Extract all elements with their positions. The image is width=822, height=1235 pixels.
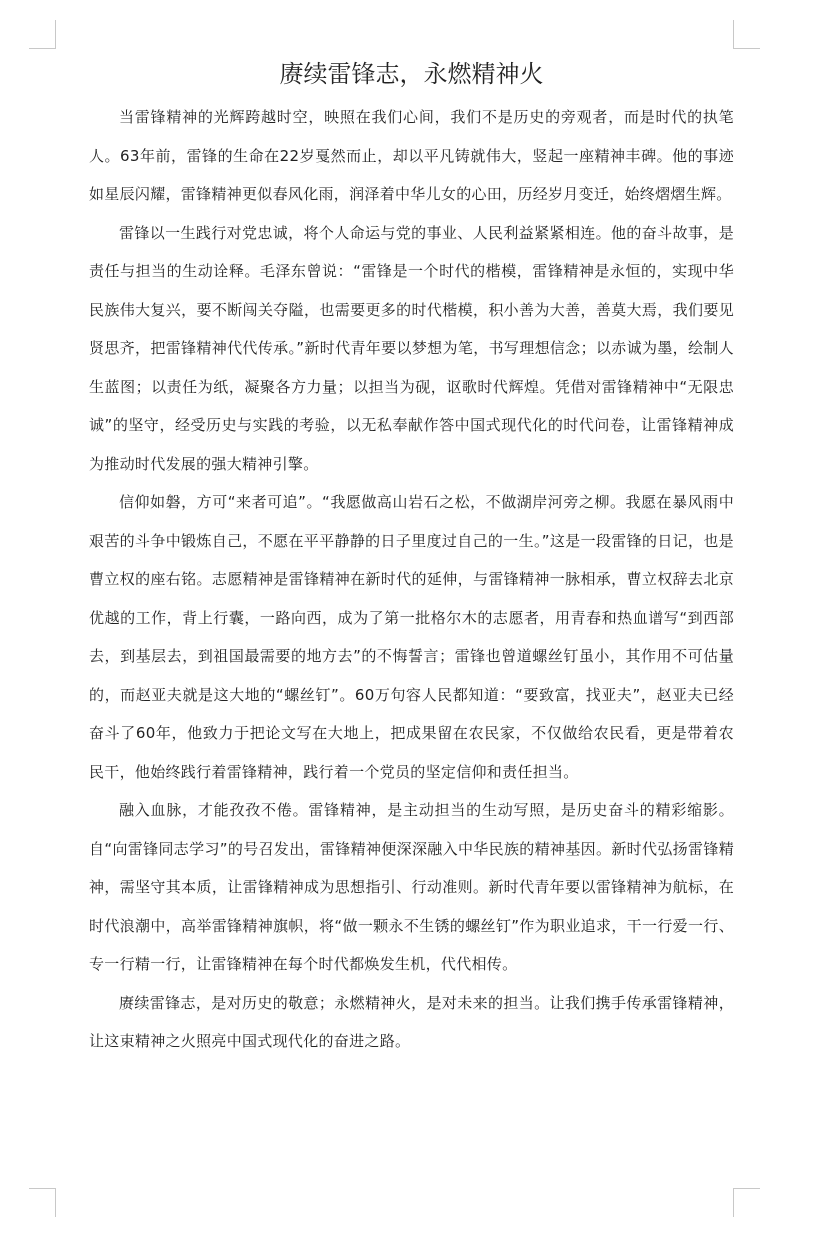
paragraph-1: 当雷锋精神的光辉跨越时空，映照在我们心间，我们不是历史的旁观者，而是时代的执笔人。63年前，雷锋的生命在22岁戛然而止，却以平凡铸就伟大，竖起一座精神丰碑。他的事迹如星辰闪耀，雷锋精神更似春风化雨，润泽着中华儿女的心田，历经岁月变迁，始终熠熠生辉。 [89, 108, 734, 203]
document-body[interactable] [89, 54, 734, 1061]
corner-mark-top-right [733, 20, 760, 49]
corner-mark-bottom-left [29, 1188, 56, 1217]
document-title: 赓续雷锋志，永燃精神火 [279, 60, 544, 88]
corner-mark-bottom-right [733, 1188, 760, 1217]
paragraph-4: 融入血脉，才能孜孜不倦。雷锋精神，是主动担当的生动写照，是历史奋斗的精彩缩影。自“向雷锋同志学习”的号召发出，雷锋精神便深深融入中华民族的精神基因。新时代弘扬雷锋精神，需坚守其本质，让雷锋精神成为思想指引、行动准则。新时代青年要以雷锋精神为航标，在时代浪潮中，高举雷锋精神旗帜，将“做一颗永不生锈的螺丝钉”作为职业追求，干一行爱一行、专一行精一行，让雷锋精神在每个时代都焕发生机，代代相传。 [89, 801, 734, 973]
paragraph-2: 雷锋以一生践行对党忠诚，将个人命运与党的事业、人民利益紧紧相连。他的奋斗故事，是责任与担当的生动诠释。毛泽东曾说：“雷锋是一个时代的楷模，雷锋精神是永恒的，实现中华民族伟大复兴，要不断闯关夺隘，也需要更多的时代楷模，积小善为大善，善莫大焉，我们要见贤思齐，把雷锋精神代代传承。”新时代青年要以梦想为笔，书写理想信念；以赤诚为墨，绘制人生蓝图；以责任为纸，凝聚各方力量；以担当为砚，讴歌时代辉煌。凭借对雷锋精神中“无限忠诚”的坚守，经受历史与实践的考验，以无私奉献作答中国式现代化的时代问卷，让雷锋精神成为推动时代发展的强大精神引擎。 [89, 223, 734, 473]
corner-mark-top-left [29, 20, 56, 49]
paragraph-5: 赓续雷锋志，是对历史的敬意；永燃精神火，是对未来的担当。让我们携手传承雷锋精神，让这束精神之火照亮中国式现代化的奋进之路。 [89, 993, 734, 1050]
paragraph-3: 信仰如磐，方可“来者可追”。“我愿做高山岩石之松，不做湖岸河旁之柳。我愿在暴风雨中艰苦的斗争中锻炼自己，不愿在平平静静的日子里度过自己的一生。”这是一段雷锋的日记，也是曹立权的座右铭。志愿精神是雷锋精神在新时代的延伸，与雷锋精神一脉相承，曹立权辞去北京优越的工作，背上行囊，一路向西，成为了第一批格尔木的志愿者，用青春和热血谱写“到西部去，到基层去，到祖国最需要的地方去”的不悔誓言；雷锋也曾道螺丝钉虽小，其作用不可估量的，而赵亚夫就是这大地的“螺丝钉”。60万句容人民都知道：“要致富，找亚夫”，赵亚夫已经奋斗了60年，他致力于把论文写在大地上，把成果留在农民家，不仅做给农民看，更是带着农民干，他始终践行着雷锋精神，践行着一个党员的坚定信仰和责任担当。 [89, 493, 734, 781]
